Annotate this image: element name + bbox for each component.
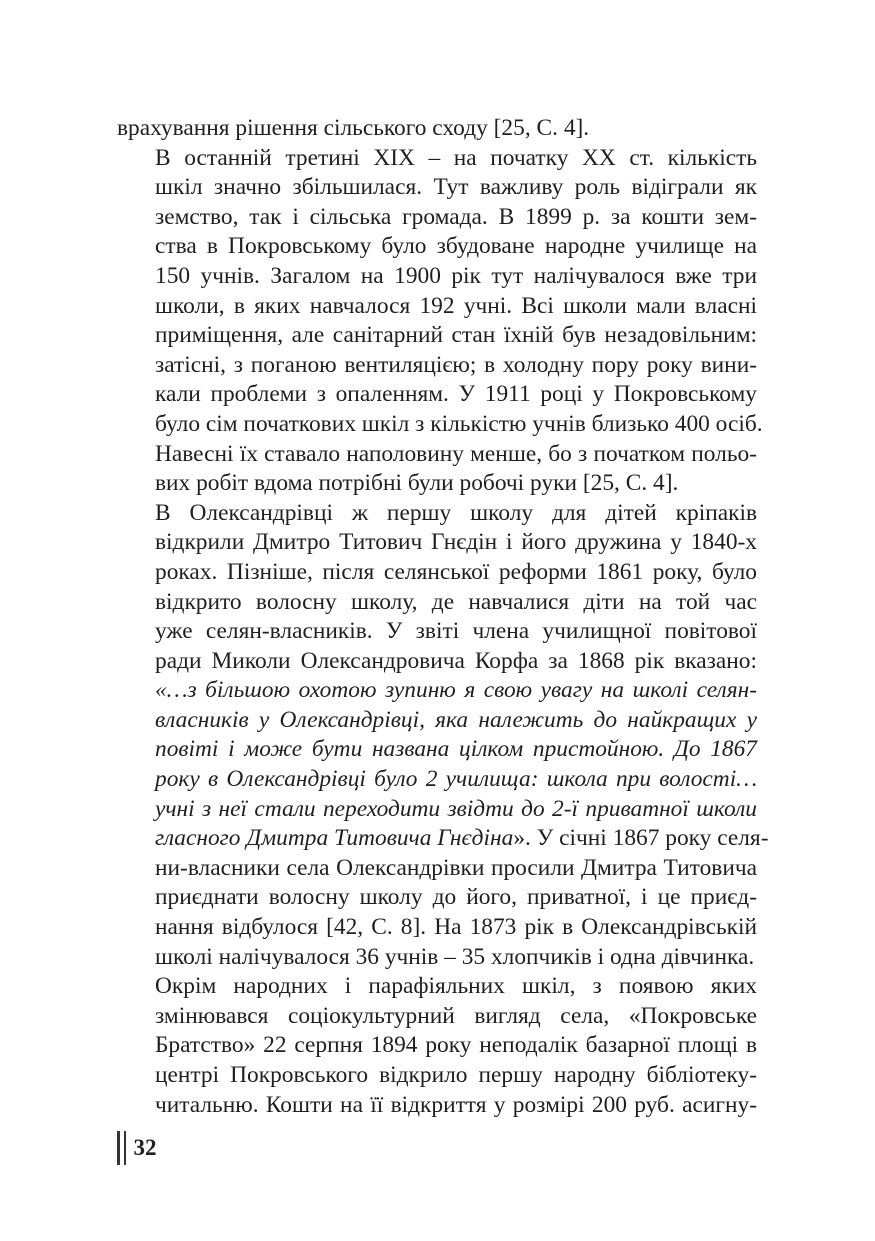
italic-quote-run: року в Олександрівці було 2 училища: школа при волості… — [155, 766, 757, 793]
text-line — [117, 706, 757, 736]
text-line — [117, 1091, 757, 1121]
text-line — [117, 1002, 757, 1032]
text-line — [117, 943, 757, 973]
text-run: В Олександрівці ж першу школу для дітей кріпаків — [155, 499, 757, 526]
text-run: школи, в яких навчалося 192 учні. Всі школи мали власні — [155, 292, 757, 319]
text-run: змінювався соціокультурний вигляд села, «Покровське — [155, 1002, 757, 1029]
text-line — [117, 676, 757, 706]
text-run: В останній третині XIX – на початку XX ст. кількість — [155, 144, 757, 171]
paragraph — [117, 114, 757, 144]
text-line — [117, 972, 757, 1002]
text-run: уже селян-власників. У звіті члена училищної повітової — [155, 618, 757, 645]
paragraph — [117, 144, 763, 499]
text-run: 150 учнів. Загалом на 1900 рік тут налічувалося вже три — [155, 262, 757, 289]
text-run: приєднати волосну школу до його, приватної, і це приєд- — [155, 884, 757, 911]
text-line — [117, 203, 757, 233]
text-run: ради Миколи Олександровича Корфа за 1868 рік вказано: — [155, 647, 757, 674]
text-line — [117, 617, 757, 647]
text-line — [117, 173, 757, 203]
text-run: відкрито волосну школу, де навчалися діти на той час — [155, 588, 757, 615]
text-line — [117, 795, 757, 825]
text-line — [117, 499, 757, 529]
text-line — [117, 292, 757, 322]
text-line — [117, 913, 757, 943]
footer-rule-thin — [124, 1131, 126, 1165]
text-line — [117, 854, 757, 884]
text-line — [117, 144, 757, 174]
paragraph — [117, 499, 769, 973]
text-run: ства в Покровському було збудоване народне училище на — [155, 233, 757, 260]
text-run: вих робіт вдома потрібні були робочі руки [25, С. 4]. — [155, 470, 679, 497]
text-run: ». У січні 1867 року селя- — [513, 825, 769, 852]
text-line — [117, 351, 757, 381]
italic-quote-run: власників у Олександрівці, яка належить до найкращих у — [155, 706, 757, 733]
text-run: шкіл значно збільшилася. Тут важливу роль відіграли як — [155, 174, 757, 201]
text-line — [117, 558, 757, 588]
text-line — [117, 765, 757, 795]
text-line — [117, 824, 769, 854]
text-line — [117, 380, 757, 410]
paragraph — [117, 972, 757, 1120]
text-line — [117, 410, 763, 440]
page-footer — [117, 1131, 157, 1165]
text-run: приміщення, але санітарний стан їхній був незадовільним: — [155, 322, 757, 349]
text-run: земство, так і сільська громада. В 1899 р. за кошти зем- — [155, 203, 757, 230]
text-run: Навесні їх ставало наполовину менше, бо з початком польо- — [155, 440, 757, 467]
text-line — [117, 1031, 757, 1061]
text-line — [117, 114, 757, 144]
page-number: 32 — [133, 1135, 157, 1160]
italic-quote-run: гласного Дмитра Титовича Гнєдіна — [155, 825, 514, 852]
text-run: ни-власники села Олександрівки просили Дмитра Титовича — [155, 854, 757, 881]
text-run: було сім початкових шкіл з кількістю учнів близько 400 осіб. — [155, 410, 763, 437]
text-line — [117, 469, 757, 499]
text-run: школі налічувалося 36 учнів – 35 хлопчиків і одна дівчинка. — [155, 943, 755, 970]
text-line — [117, 735, 757, 765]
italic-quote-run: повіті і може бути названа цілком пристойною. До 1867 — [155, 736, 757, 763]
text-line — [117, 440, 757, 470]
text-run: центрі Покровського відкрило першу народну бібліотеку- — [155, 1062, 757, 1088]
text-run: врахування рішення сільського сходу [25, С. 4]. — [117, 115, 590, 141]
text-run: Братство» 22 серпня 1894 року неподалік базарної площі в — [155, 1032, 757, 1059]
text-line — [117, 262, 757, 292]
text-line — [117, 883, 757, 913]
text-run: Окрім народних і парафіяльних шкіл, з появою яких — [155, 973, 757, 1000]
text-line — [117, 528, 757, 558]
text-run: відкрили Дмитро Титович Гнєдін і його дружина у 1840-х — [155, 529, 757, 556]
text-run: нання відбулося [42, С. 8]. На 1873 рік в Олександрівській — [155, 914, 757, 941]
text-line — [117, 588, 757, 618]
text-line — [117, 232, 757, 262]
text-run: роках. Пізніше, після селянської реформи 1861 року, було — [155, 558, 757, 585]
text-run: читальню. Кошти на її відкриття у розмірі 200 руб. асигну- — [155, 1091, 757, 1118]
italic-quote-run: «…з більшою охотою зупиню я свою увагу на школі селян- — [155, 677, 757, 704]
footer-rule — [117, 1131, 120, 1165]
text-run: кали проблеми з опаленням. У 1911 році у Покровському — [155, 381, 757, 408]
text-line — [117, 321, 757, 351]
body-text — [117, 114, 769, 1120]
italic-quote-run: учні з неї стали переходити звідти до 2-ї приватної школи — [155, 795, 757, 822]
text-line — [117, 1061, 757, 1091]
text-run: затісні, з поганою вентиляцією; в холодну пору року вини- — [155, 351, 757, 378]
text-line — [117, 647, 757, 677]
